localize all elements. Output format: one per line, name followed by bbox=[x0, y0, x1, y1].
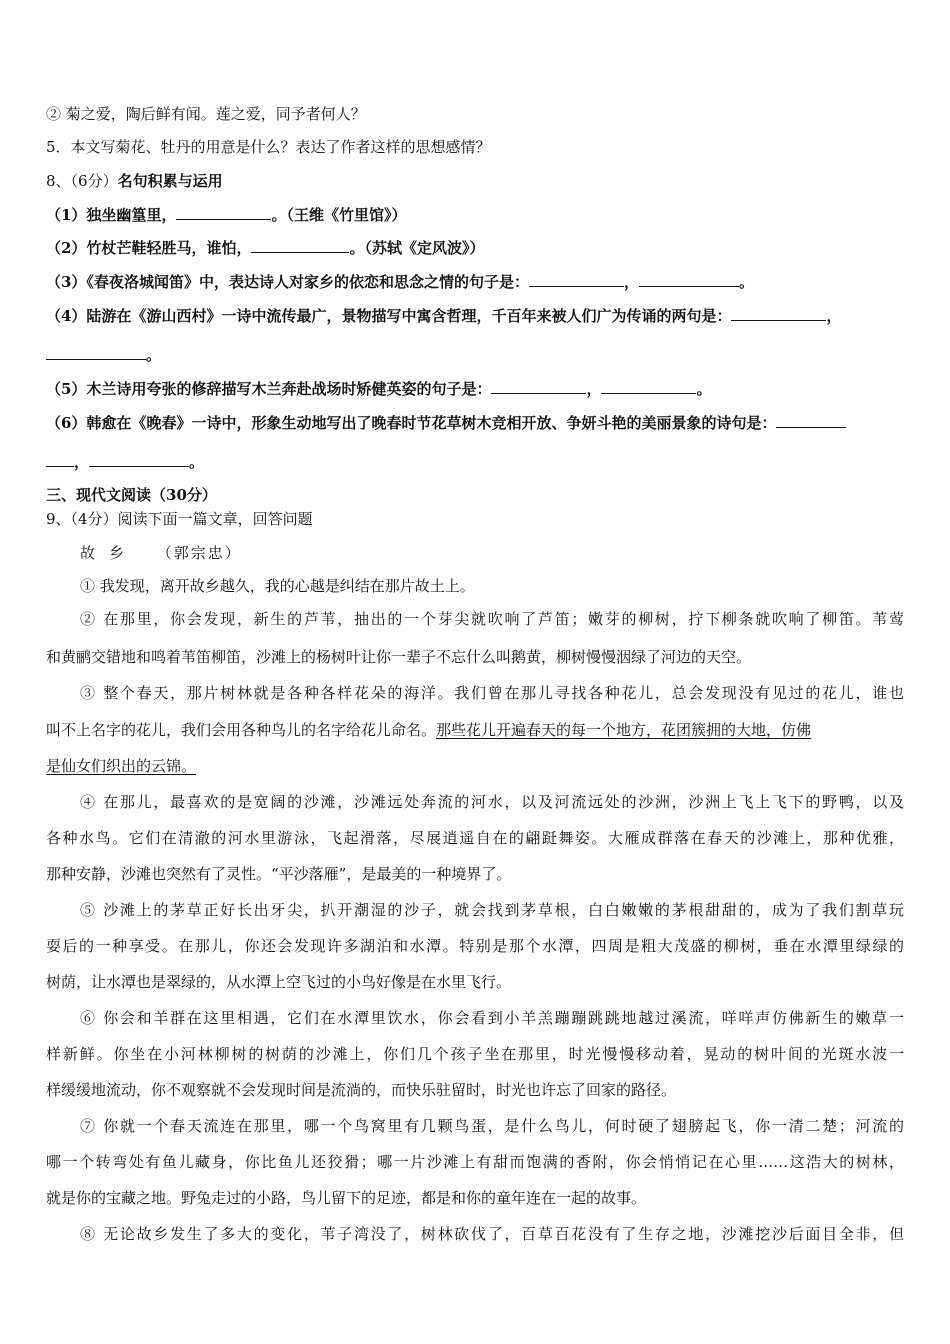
question-8-heading bbox=[46, 171, 223, 191]
paragraph-1: ① 我发现，离开故乡越久，我的心越是纠结在那片故土上。 bbox=[80, 577, 475, 595]
answer-blank bbox=[601, 379, 696, 394]
paragraph-7-line: 哪一个转弯处有鱼儿藏身，你比鱼儿还狡猾；哪一片沙滩上有甜而饱满的香附，你会悄悄记在心里……这浩大的树林， bbox=[46, 1153, 904, 1171]
answer-blank bbox=[776, 413, 846, 428]
paragraph-7-line: ⑦ 你就一个春天流连在那里，哪一个鸟窝里有几颗鸟蛋，是什么鸟儿，何时硬了翅膀起飞，你一清二楚；河流的 bbox=[80, 1117, 904, 1135]
separator: ， bbox=[623, 273, 639, 291]
separator: ， bbox=[826, 307, 842, 325]
article-title-text: 故乡 bbox=[80, 544, 139, 562]
paragraph-4-line: 各种水鸟。它们在清澈的河水里游泳，飞起滑落，尽展逍遥自在的翩跹舞姿。大雁成群落在春天的沙滩上，那种优雅， bbox=[46, 829, 904, 847]
period: 。 bbox=[146, 346, 162, 364]
fill-blank-6 bbox=[46, 413, 846, 433]
answer-blank bbox=[251, 238, 349, 253]
paragraph-4-line: 那种安静，沙滩也突然有了灵性。“平沙落雁”，是最美的一种境界了。 bbox=[46, 865, 512, 883]
answer-blank bbox=[46, 345, 146, 360]
answer-blank bbox=[529, 272, 624, 287]
paragraph-6-line: 样缓缓地流动，你不观察就不会发现时间是流淌的，而快乐驻留时，时光也许忘了回家的路径。 bbox=[46, 1081, 677, 1099]
answer-blank bbox=[46, 452, 74, 467]
paragraph-2-line: ② 在那里，你会发现，新生的芦苇，抽出的一个芽尖就吹响了芦笛；嫩芽的柳树，拧下柳条就吹响了柳笛。苇莺 bbox=[80, 610, 904, 628]
period: 。 bbox=[189, 453, 205, 471]
answer-blank bbox=[491, 379, 586, 394]
answer-blank bbox=[639, 272, 739, 287]
separator: ， bbox=[586, 380, 602, 398]
period: 。 bbox=[738, 273, 754, 291]
answer-blank bbox=[89, 452, 189, 467]
prompt: （3）《春夜洛城闻笛》中，表达诗人对家乡的依恋和思念之情的句子是： bbox=[46, 273, 529, 291]
fill-blank-4 bbox=[46, 306, 841, 326]
article-title bbox=[80, 543, 242, 563]
prompt: 。（苏轼《定风波》） bbox=[349, 239, 485, 257]
prompt: （4）陆游在《游山西村》一诗中流传最广，景物描写中寓含哲理，千百年来被人们广为传诵的两句是： bbox=[46, 307, 732, 325]
question-number: 8、（6分） bbox=[46, 172, 118, 190]
separator: ， bbox=[74, 453, 90, 471]
fill-blank-4-continued bbox=[46, 345, 161, 365]
fill-blank-3 bbox=[46, 272, 754, 292]
answer-blank bbox=[176, 205, 271, 220]
question-title: 名句积累与运用 bbox=[117, 172, 223, 190]
section-heading: 三、现代文阅读（30分） bbox=[46, 486, 217, 504]
answer-blank bbox=[731, 306, 826, 321]
paragraph-6-line: 样新鲜。你坐在小河林柳树的树荫的沙滩上，你们几个孩子坐在那里，时光慢慢移动着，晃动的树叶间的光斑水波一 bbox=[46, 1045, 904, 1063]
underlined-sentence-end: 是仙女们织出的云锦。 bbox=[46, 757, 197, 775]
paragraph-3-line bbox=[46, 720, 811, 740]
question-9-heading: 9、（4分）阅读下面一篇文章，回答问题 bbox=[46, 510, 313, 528]
paragraph-6-line: ⑥ 你会和羊群在这里相遇，它们在水潭里饮水，你会看到小羊羔蹦蹦跳跳地越过溪流，咩咩声仿佛新生的嫩草一 bbox=[80, 1009, 904, 1027]
prompt: （1）独坐幽篁里， bbox=[46, 206, 177, 224]
paragraph-7-line: 就是你的宝藏之地。野兔走过的小路，鸟儿留下的足迹，都是和你的童年连在一起的故事。 bbox=[46, 1189, 647, 1207]
prompt: （5）木兰诗用夸张的修辞描写木兰奔赴战场时矫健英姿的句子是： bbox=[46, 380, 492, 398]
paragraph-4-line: ④ 在那儿，最喜欢的是宽阔的沙滩，沙滩远处奔流的河水，以及河流远处的沙洲，沙洲上飞上飞下的野鸭，以及 bbox=[80, 793, 904, 811]
period: 。 bbox=[696, 380, 712, 398]
article-author: （郭宗忠） bbox=[156, 544, 242, 562]
paragraph-8-line: ⑧ 无论故乡发生了多大的变化，苇子湾没了，树林砍伐了，百草百花没有了生存之地，沙滩挖沙后面目全非，但 bbox=[80, 1225, 904, 1243]
prompt: （2）竹杖芒鞋轻胜马，谁怕， bbox=[46, 239, 252, 257]
underlined-sentence: 那些花儿开遍春天的每一个地方，花团簇拥的大地，仿佛 bbox=[436, 721, 812, 739]
fill-blank-6-continued bbox=[46, 452, 204, 472]
paragraph-5-line: 耍后的一种享受。在那儿，你还会发现许多湖泊和水潭。特别是那个水潭，四周是粗大茂盛的柳树，垂在水潭里绿绿的 bbox=[46, 937, 904, 955]
fill-blank-5 bbox=[46, 379, 711, 399]
paragraph-5-line: ⑤ 沙滩上的茅草正好长出牙尖，扒开潮湿的沙子，就会找到茅草根，白白嫩嫩的茅根甜甜的，成为了我们割草玩 bbox=[80, 901, 904, 919]
fill-blank-1 bbox=[46, 205, 406, 225]
paragraph-text: 叫不上名字的花儿，我们会用各种鸟儿的名字给花儿命名。 bbox=[46, 721, 437, 739]
text-line: 5．本文写菊花、牡丹的用意是什么？表达了作者这样的思想感情？ bbox=[46, 138, 491, 156]
prompt: 。（王维《竹里馆》） bbox=[271, 206, 407, 224]
text-line: ② 菊之爱，陶后鲜有闻。莲之爱，同予者何人？ bbox=[46, 105, 366, 123]
paragraph-2-line: 和黄鹂交错地和鸣着苇笛柳笛，沙滩上的杨树叶让你一辈子不忘什么叫鹅黄，柳树慢慢洇绿了河边的天空。 bbox=[46, 648, 752, 666]
paragraph-3-line: ③ 整个春天，那片树林就是各种各样花朵的海洋。我们曾在那儿寻找各种花儿，总会发现没有见过的花儿，谁也 bbox=[80, 684, 904, 702]
prompt: （6）韩愈在《晚春》一诗中，形象生动地写出了晚春时节花草树木竞相开放、争妍斗艳的美丽景象的诗句是： bbox=[46, 414, 777, 432]
paragraph-5-line: 树荫，让水潭也是翠绿的，从水潭上空飞过的小鸟好像是在水里飞行。 bbox=[46, 973, 512, 991]
fill-blank-2 bbox=[46, 238, 484, 258]
